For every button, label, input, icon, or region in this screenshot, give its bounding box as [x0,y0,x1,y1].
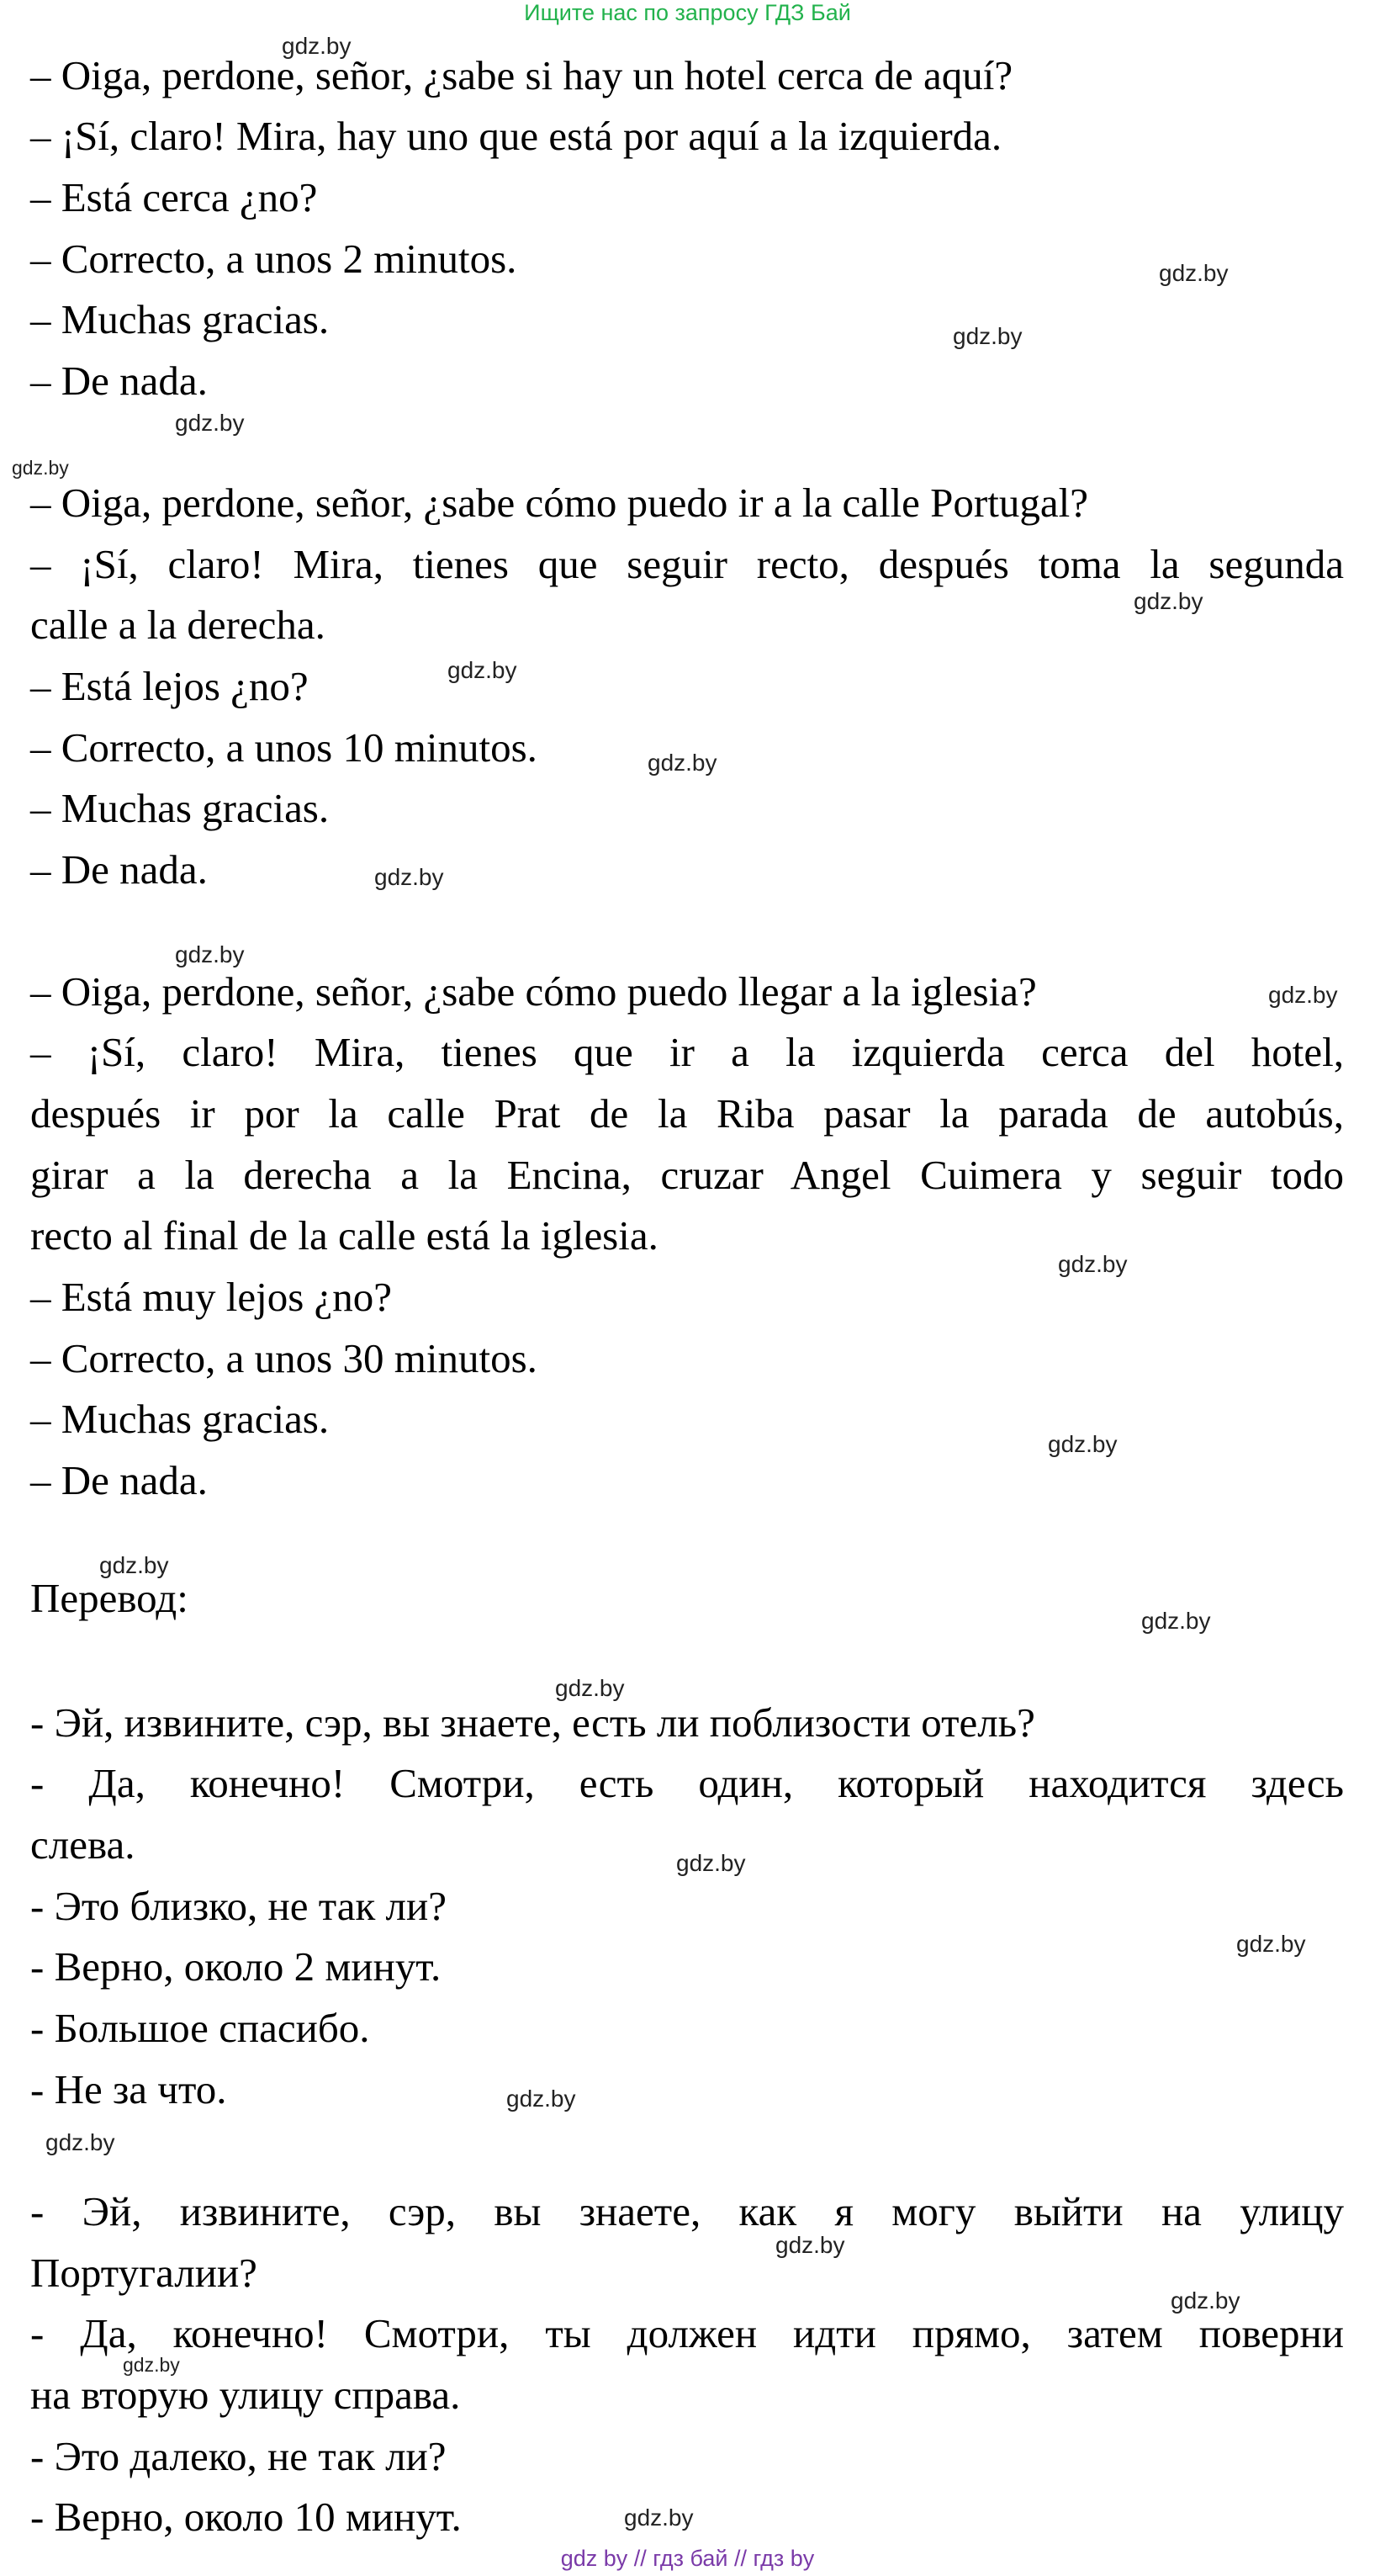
watermark: gdz.by [1058,1251,1128,1277]
dialogue3-line: – ¡Sí, claro! Mira, tienes que ir a la izquierda cerca del hotel, [30,1029,1344,1075]
dialogue2-line: – Está lejos ¿no? [30,663,309,709]
dialogue3-line: después ir por la calle Prat de la Riba pasar la parada de autobús, [30,1090,1344,1137]
watermark: gdz.by [282,33,352,59]
watermark: gdz.by [374,864,444,890]
translation1-line: - Эй, извините, сэр, вы знаете, есть ли поблизости отель? [30,1699,1035,1746]
watermark: gdz.by [1171,2287,1240,2314]
watermark: gdz.by [676,1850,746,1876]
dialogue3-line: – Oiga, perdone, señor, ¿sabe cómo puedo llegar a la iglesia? [30,968,1037,1015]
translation-heading: Перевод: [30,1575,188,1621]
dialogue2-line: – ¡Sí, claro! Mira, tienes que seguir recto, después toma la segunda [30,541,1344,587]
dialogue2-line: – Correcto, a unos 10 minutos. [30,724,537,771]
dialogue3-line: – De nada. [30,1457,208,1503]
watermark: gdz.by [1236,1931,1306,1957]
watermark: gdz.by [99,1552,169,1578]
top-banner[interactable]: Ищите нас по запросу ГДЗ Бай [524,0,851,25]
translation2-line: - Это далеко, не так ли? [30,2433,447,2479]
watermark: gdz.by [775,2232,845,2258]
watermark: gdz.by [1141,1608,1211,1634]
watermark: gdz.by [1134,588,1203,614]
dialogue3-line: recto al final de la calle está la iglesia. [30,1212,658,1259]
watermark: gdz.by [123,2354,180,2376]
dialogue1-line: – Correcto, a unos 2 minutos. [30,236,517,282]
dialogue1-line: – ¡Sí, claro! Mira, hay uno que está por aquí a la izquierda. [30,113,1002,159]
translation1-line: - Большое спасибо. [30,2005,370,2051]
dialogue3-line: girar a la derecha a la Encina, cruzar Angel Cuimera y seguir todo [30,1152,1344,1198]
translation1-line: слева. [30,1821,135,1868]
watermark: gdz.by [175,410,245,436]
watermark: gdz.by [1268,982,1338,1008]
watermark: gdz.by [12,457,69,479]
dialogue2-line: calle a la derecha. [30,602,325,648]
watermark: gdz.by [648,750,717,776]
dialogue1-line: – Está cerca ¿no? [30,174,318,220]
dialogue2-line: – Oiga, perdone, señor, ¿sabe cómo puedo ir a la calle Portugal? [30,480,1088,526]
dialogue1-line: – Oiga, perdone, señor, ¿sabe si hay un hotel cerca de aquí? [30,52,1013,98]
translation1-line: - Да, конечно! Смотри, есть один, который находится здесь [30,1760,1344,1806]
translation2-line: на вторую улицу справа. [30,2372,461,2418]
watermark: gdz.by [624,2504,694,2531]
watermark: gdz.by [506,2086,576,2112]
translation1-line: - Не за что. [30,2066,227,2112]
watermark: gdz.by [1159,260,1229,286]
watermark: gdz.by [447,657,517,683]
dialogue3-line: – Correcto, a unos 30 minutos. [30,1335,537,1381]
translation2-line: Португалии? [30,2250,257,2296]
translation2-line: - Эй, извините, сэр, вы знаете, как я могу выйти на улицу [30,2188,1344,2234]
translation2-line: - Да, конечно! Смотри, ты должен идти прямо, затем поверни [30,2310,1344,2356]
translation1-line: - Верно, около 2 минут. [30,1943,442,1990]
watermark: gdz.by [555,1675,625,1701]
dialogue3-line: – Muchas gracias. [30,1396,330,1442]
dialogue2-line: – De nada. [30,846,208,893]
dialogue2-line: – Muchas gracias. [30,785,330,831]
dialogue1-line: – Muchas gracias. [30,296,330,342]
watermark: gdz.by [953,323,1023,349]
watermark: gdz.by [1048,1431,1118,1457]
dialogue1-line: – De nada. [30,358,208,404]
translation2-line: - Верно, около 10 минут. [30,2494,462,2540]
translation1-line: - Это близко, не так ли? [30,1883,447,1929]
watermark: gdz.by [175,941,245,967]
bottom-banner[interactable]: gdz by // гдз бай // гдз by [560,2546,815,2571]
watermark: gdz.by [45,2129,115,2155]
dialogue3-line: – Está muy lejos ¿no? [30,1274,393,1320]
